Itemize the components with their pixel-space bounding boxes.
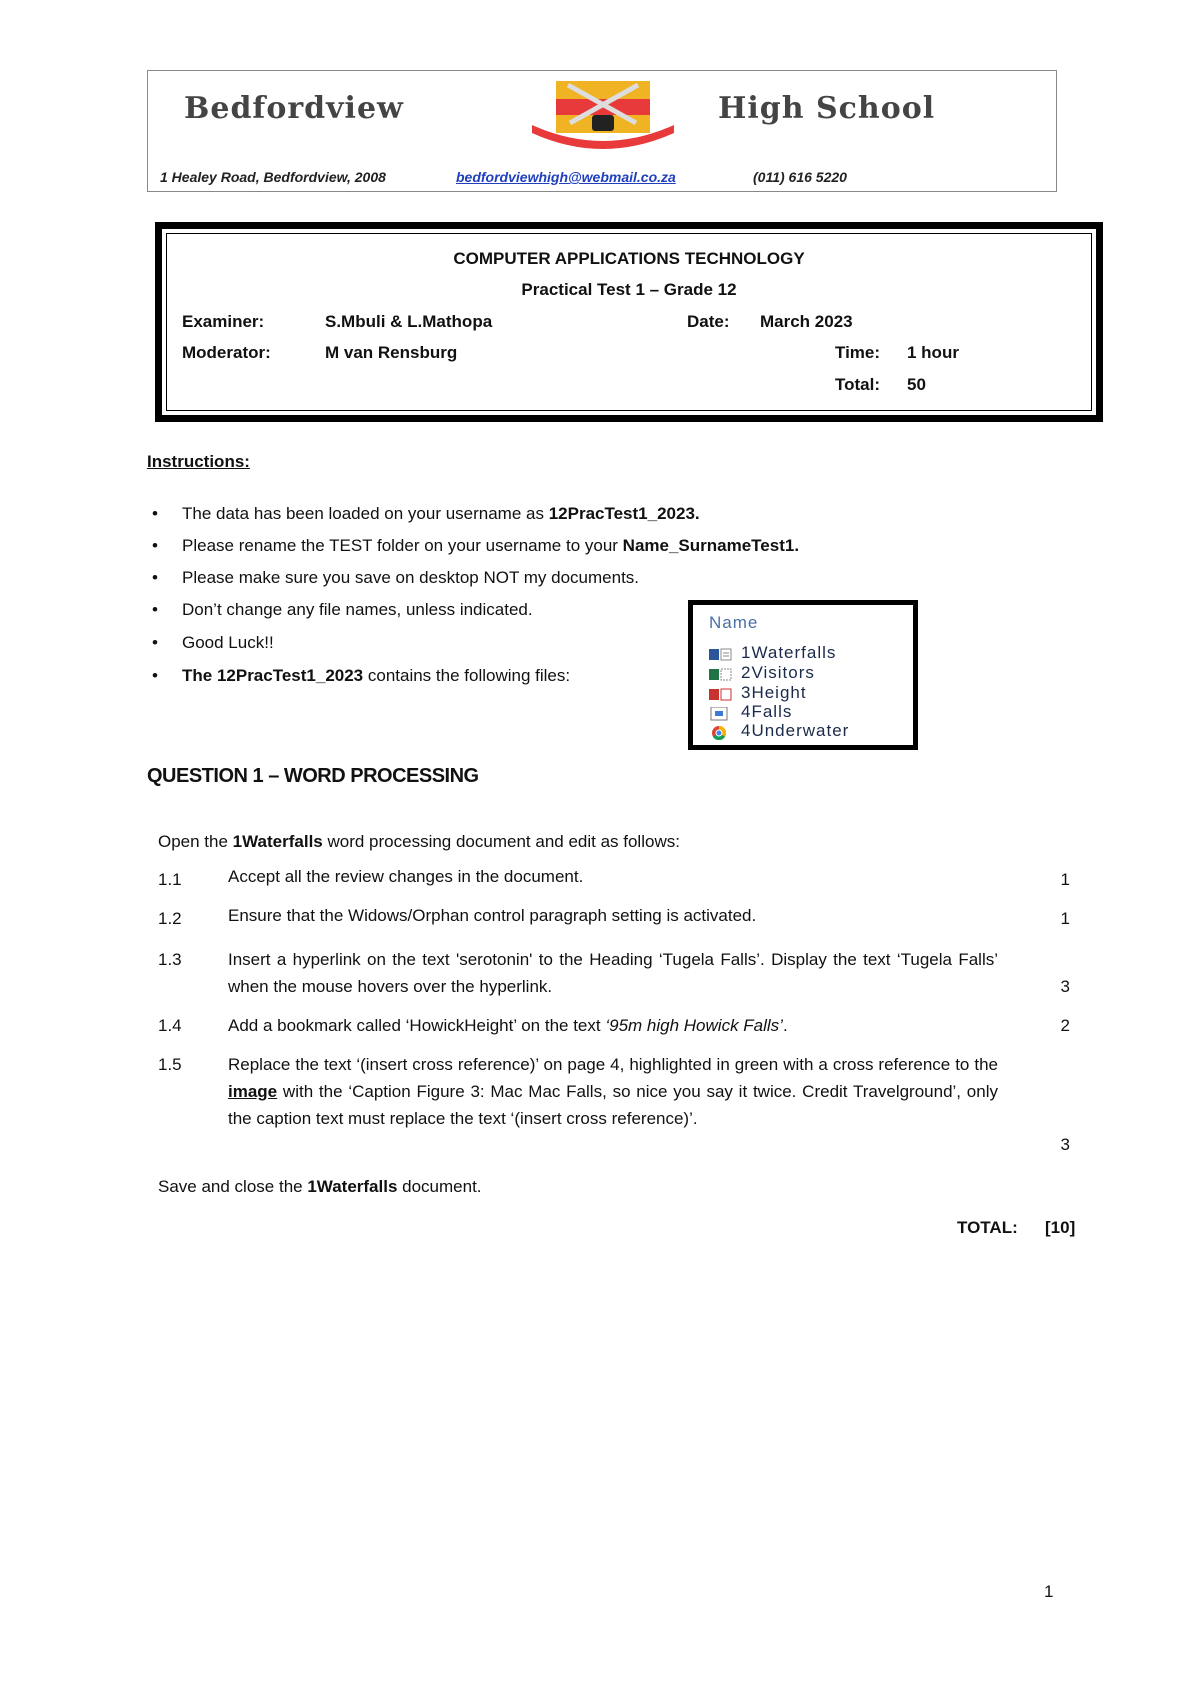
chrome-html-icon — [709, 725, 733, 739]
file-name: 1Waterfalls — [741, 643, 837, 662]
school-name-right: High School — [718, 91, 936, 126]
question-heading: QUESTION 1 – WORD PROCESSING — [147, 765, 479, 787]
file-list-header: Name — [709, 613, 759, 632]
instructions-heading: Instructions: — [147, 452, 250, 471]
file-item — [709, 721, 849, 741]
image-file-icon — [709, 706, 733, 720]
subject-title: COMPUTER APPLICATIONS TECHNOLOGY — [453, 249, 805, 268]
bullet-icon: • — [152, 536, 158, 555]
question-mark: 1 — [1060, 870, 1070, 889]
question-text: Ensure that the Widows/Orphan control paragraph setting is activated. — [228, 906, 757, 925]
bullet-icon: • — [152, 666, 158, 685]
moderator-value: M van Rensburg — [325, 343, 458, 362]
question-text: Add a bookmark called ‘HowickHeight’ on the text ‘95m high Howick Falls’. — [228, 1016, 788, 1035]
pdf-icon — [709, 687, 733, 701]
bullet-icon: • — [152, 633, 158, 652]
question-intro: Open the 1Waterfalls word processing document and edit as follows: — [158, 832, 680, 851]
instruction-text: Please make sure you save on desktop NOT my documents. — [182, 568, 640, 587]
question-text: Insert a hyperlink on the text 'serotonin' to the Heading ‘Tugela Falls’. Display the text ‘Tugela Falls’ when the mouse hovers over the hyperlink. — [228, 950, 998, 996]
file-name: 2Visitors — [741, 663, 815, 682]
exam-header-box — [155, 222, 1103, 422]
question-number: 1.2 — [158, 909, 182, 928]
page-number: 1 — [1044, 1582, 1054, 1601]
instruction-text: Don’t change any file names, unless indicated. — [182, 600, 533, 619]
question-total-label: TOTAL: — [957, 1218, 1018, 1237]
save-instruction: Save and close the 1Waterfalls document. — [158, 1177, 482, 1196]
instruction-bold: 12PracTest1_2023. — [548, 504, 700, 523]
time-value: 1 hour — [907, 343, 959, 362]
file-item — [709, 702, 792, 722]
question-number: 1.1 — [158, 870, 182, 889]
question-mark: 3 — [1060, 977, 1070, 996]
question-mark: 1 — [1060, 909, 1070, 928]
bullet-icon: • — [152, 600, 158, 619]
bullet-icon: • — [152, 568, 158, 587]
date-value: March 2023 — [760, 312, 853, 331]
file-item — [709, 663, 815, 683]
file-list-box — [688, 600, 918, 750]
instruction-bold: Name_SurnameTest1. — [622, 536, 800, 555]
school-phone: (011) 616 5220 — [753, 169, 847, 185]
instruction-text: The data has been loaded on your username as — [182, 504, 549, 523]
instruction-text: Good Luck!! — [182, 633, 274, 652]
examiner-value: S.Mbuli & L.Mathopa — [325, 312, 493, 331]
file-name: 3Height — [741, 683, 807, 702]
school-address: 1 Healey Road, Bedfordview, 2008 — [160, 169, 386, 185]
school-name-left: Bedfordview — [184, 91, 404, 126]
test-title: Practical Test 1 – Grade 12 — [521, 280, 737, 299]
question-text: Accept all the review changes in the document. — [228, 867, 584, 886]
total-label: Total: — [835, 375, 881, 394]
total-value: 50 — [907, 375, 926, 394]
time-label: Time: — [835, 343, 881, 362]
question-mark: 2 — [1060, 1016, 1070, 1035]
question-number: 1.5 — [158, 1055, 182, 1074]
school-email-link[interactable]: bedfordviewhigh@webmail.co.za — [456, 169, 676, 185]
file-name: 4Falls — [741, 702, 793, 721]
question-total-value: [10] — [1045, 1218, 1076, 1237]
school-crest-icon — [528, 79, 678, 149]
examiner-label: Examiner: — [182, 312, 265, 331]
file-name: 4Underwater — [741, 721, 850, 740]
instruction-bold: The 12PracTest1_2023 — [182, 666, 364, 685]
question-number: 1.4 — [158, 1016, 182, 1035]
moderator-label: Moderator: — [182, 343, 271, 362]
question-number: 1.3 — [158, 950, 182, 969]
date-label: Date: — [687, 312, 730, 331]
instruction-text: Please rename the TEST folder on your username to your — [182, 536, 623, 555]
word-doc-icon — [709, 647, 733, 661]
letterhead — [147, 70, 1057, 192]
bullet-icon: • — [152, 504, 158, 523]
file-item — [709, 643, 836, 663]
instruction-text: contains the following files: — [363, 666, 571, 685]
excel-sheet-icon — [709, 667, 733, 681]
question-text: Replace the text ‘(insert cross reference)’ on page 4, highlighted in green with a cross reference to the image with the ‘Caption Figure 3: Mac Mac Falls, so nice you say it twice. Credit Travelground’, only the caption text must replace the text ‘(insert cross reference)’. — [228, 1055, 998, 1128]
file-item — [709, 683, 807, 703]
exam-header-inner — [166, 233, 1092, 411]
question-mark: 3 — [1060, 1135, 1070, 1154]
